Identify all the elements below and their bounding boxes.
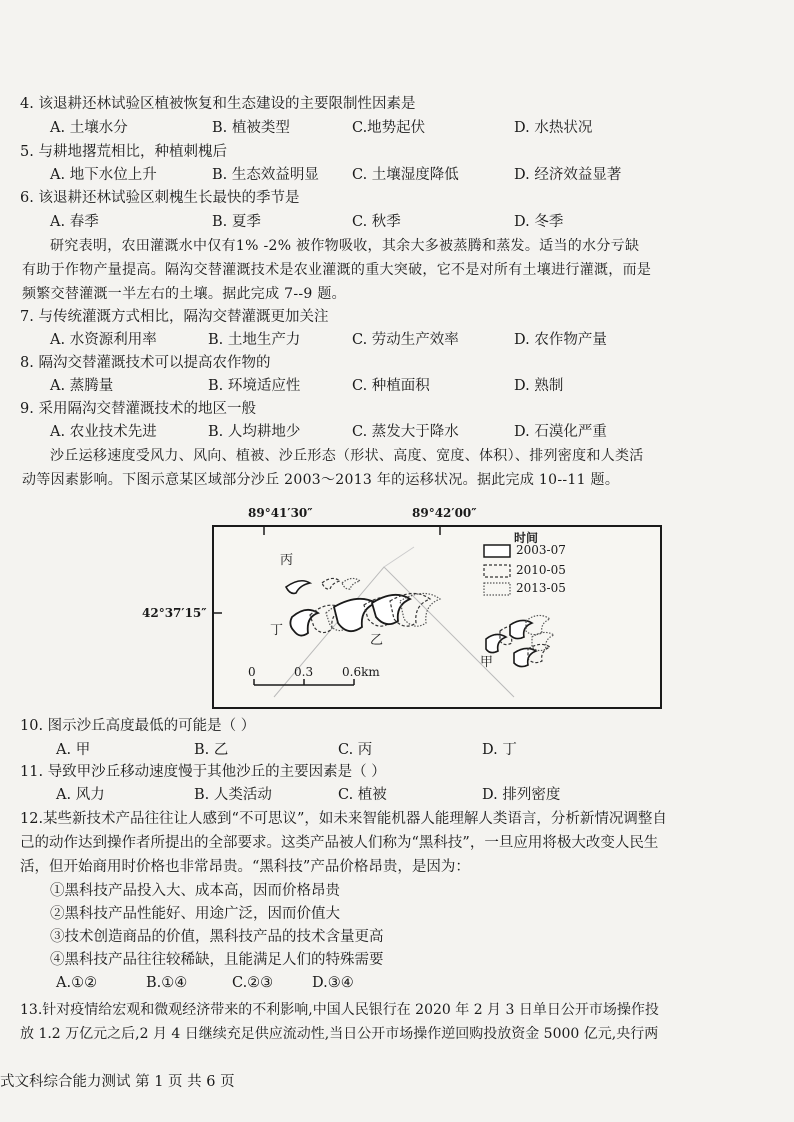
question-6-stem: 6. 该退耕还林试验区刺槐生长最快的季节是 [20,190,300,206]
q12-item-3: ③技术创造商品的价值，黑科技产品的技术含量更高 [50,929,384,945]
question-7-stem: 7. 与传统灌溉方式相比，隔沟交替灌溉更加关注 [20,309,329,325]
q4-option-b: B. 植被类型 [212,120,290,136]
q9-option-a: A. 农业技术先进 [50,424,157,440]
q10-option-a: A. 甲 [56,742,91,758]
q5-option-c: C. 土壤湿度降低 [352,167,459,183]
scale-label-03: 0.3 [294,665,314,679]
q12-item-4: ④黑科技产品往往较稀缺，且能满足人们的特殊需要 [50,952,384,968]
q5-option-a: A. 地下水位上升 [50,167,157,183]
label-yi: 乙 [370,633,384,648]
dune-jia [486,615,554,666]
passage2-line-1: 沙丘运移速度受风力、风向、植被、沙丘形态（形状、高度、宽度、体积）、排列密度和人类活 [50,448,644,464]
map-latitude: 42°37′15″ [142,606,207,620]
q11-option-c: C. 植被 [338,787,387,803]
scale-label-06: 0.6km [342,665,380,679]
q12-option-d: D.③④ [312,975,354,991]
q4-option-a: A. 土壤水分 [50,120,128,136]
question-12-line-3: 活，但开始商用时价格也非常昂贵。“黑科技”产品价格昂贵，是因为： [20,859,470,875]
label-bing: 丙 [280,553,294,568]
q5-option-b: B. 生态效益明显 [212,167,319,183]
q10-option-c: C. 丙 [338,742,373,758]
q8-option-d: D. 熟制 [514,378,564,394]
q6-option-a: A. 春季 [50,214,99,230]
page-footer: 式文科综合能力测试 第 1 页 共 6 页 [0,1074,235,1090]
q9-option-b: B. 人均耕地少 [208,424,301,440]
q4-option-d: D. 水热状况 [514,120,593,136]
passage2-line-2: 动等因素影响。下图示意某区域部分沙丘 2003～2013 年的运移状况。据此完成 10--11 题。 [22,472,620,488]
legend-title: 时间 [514,531,539,545]
q9-option-c: C. 蒸发大于降水 [352,424,459,440]
question-4-stem: 4. 该退耕还林试验区植被恢复和生态建设的主要限制性因素是 [20,96,416,112]
question-11-stem: 11. 导致甲沙丘移动速度慢于其他沙丘的主要因素是（ ） [20,764,386,780]
q10-option-b: B. 乙 [194,742,229,758]
q11-option-b: B. 人类活动 [194,787,272,803]
q6-option-d: D. 冬季 [514,214,564,230]
q7-option-c: C. 劳动生产效率 [352,332,459,348]
q8-option-b: B. 环境适应性 [208,378,301,394]
q9-option-d: D. 石漠化严重 [514,424,607,440]
q12-option-a: A.①② [56,975,98,991]
passage1-line-3: 频繁交替灌溉一半左右的土壤。据此完成 7--9 题。 [22,286,346,302]
dune-bing [286,578,360,593]
q8-option-a: A. 蒸腾量 [50,378,114,394]
q12-item-2: ②黑科技产品性能好、用途广泛，因而价值大 [50,906,340,922]
q12-option-b: B.①④ [146,975,188,991]
passage1-line-2: 有助于作物产量提高。隔沟交替灌溉技术是农业灌溉的重大突破，它不是对所有土壤进行灌溉，而是 [22,262,652,278]
question-12-line-1: 12.某些新技术产品往往让人感到“不可思议”，如未来智能机器人能理解人类语言，分析新情况调整自 [20,811,667,827]
legend-item-2010: 2010-05 [516,563,566,577]
question-13-line-2: 放 1.2 万亿元之后,2 月 4 日继续充足供应流动性,当日公开市场操作逆回购投放资金 5000 亿元,央行两 [20,1026,659,1042]
question-5-stem: 5. 与耕地撂荒相比，种植刺槐后 [20,144,227,160]
question-9-stem: 9. 采用隔沟交替灌溉技术的地区一般 [20,401,256,417]
q11-option-a: A. 风力 [56,787,105,803]
label-jia: 甲 [480,655,494,670]
question-10-stem: 10. 图示沙丘高度最低的可能是（ ） [20,718,256,734]
question-13-line-1: 13.针对疫情给宏观和微观经济带来的不利影响,中国人民银行在 2020 年 2 月 3 日单日公开市场操作投 [20,1002,659,1018]
scale-label-0: 0 [248,665,256,679]
legend-item-2003: 2003-07 [516,543,566,557]
q4-option-c: C.地势起伏 [352,120,426,136]
q8-option-c: C. 种植面积 [352,378,430,394]
q7-option-a: A. 水资源利用率 [50,332,157,348]
scale-bar [254,679,354,685]
passage1-line-1: 研究表明，农田灌溉水中仅有1% -2% 被作物吸收，其余大多被蒸腾和蒸发。适当的水分亏缺 [50,238,640,254]
legend-item-2013: 2013-05 [516,581,566,595]
q10-option-d: D. 丁 [482,742,517,758]
map-longitude-right: 89°42′00″ [412,506,477,520]
q12-item-1: ①黑科技产品投入大、成本高，因而价格昂贵 [50,883,340,899]
q12-option-c: C.②③ [232,975,274,991]
map-longitude-left: 89°41′30″ [248,506,313,520]
label-ding: 丁 [270,623,284,638]
q5-option-d: D. 经济效益显著 [514,167,622,183]
q7-option-b: B. 土地生产力 [208,332,301,348]
q6-option-c: C. 秋季 [352,214,401,230]
dune-ding-yi [290,593,440,635]
question-8-stem: 8. 隔沟交替灌溉技术可以提高农作物的 [20,355,271,371]
q6-option-b: B. 夏季 [212,214,261,230]
q7-option-d: D. 农作物产量 [514,332,607,348]
q11-option-d: D. 排列密度 [482,787,561,803]
sand-dune-map [212,525,662,709]
question-12-line-2: 己的动作达到操作者所提出的全部要求。这类产品被人们称为“黑科技”，一旦应用将极大改变人民生 [20,835,659,851]
